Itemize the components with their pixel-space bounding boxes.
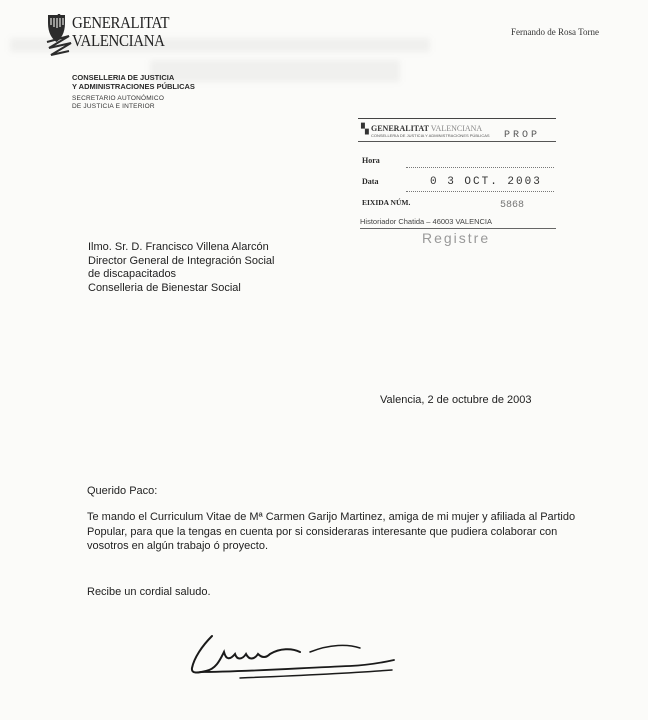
- stamp-historiador: Historiador Chatida – 46003 VALENCIA: [360, 217, 556, 229]
- stamp-org-sub: CONSELLERIA DE JUSTICIA Y ADMINISTRACIONES PÚBLICAS: [371, 133, 490, 138]
- org-name: GENERALITAT VALENCIANA: [72, 13, 170, 50]
- letter-body: Te mando el Curriculum Vitae de Mª Carmen Garijo Martinez, amiga de mi mujer y afiliada al Partido Popular, para que la tengas en cuenta por si consideraras interesante que pudiera colaborar con vosotros en algún trabajo ó proyecto.: [87, 511, 576, 552]
- sender-name: Fernando de Rosa Torne: [511, 27, 599, 37]
- stamp-eixida-number: 5868: [500, 200, 525, 211]
- sub-department: SECRETARIO AUTONÓMICO DE JUSTICIA E INTERIOR: [72, 95, 165, 110]
- letter-greeting: Querido Paco:: [87, 485, 158, 497]
- letter-date: Valencia, 2 de octubre de 2003: [380, 394, 532, 406]
- registry-stamp: [358, 118, 556, 258]
- department-name: CONSELLERIA DE JUSTICIA Y ADMINISTRACIONES PÚBLICAS: [72, 73, 195, 91]
- stamp-divider: [406, 167, 554, 168]
- recipient-address: Ilmo. Sr. D. Francisco Villena Alarcón Director General de Integración Social de discapacitados Conselleria de Bienestar Social: [88, 241, 275, 294]
- stamp-date: 0 3 OCT. 2003: [430, 176, 542, 188]
- stamp-divider: [406, 191, 554, 192]
- letter-closing: Recibe un cordial saludo.: [87, 586, 211, 598]
- stamp-org: GENERALITAT VALENCIANA: [371, 124, 483, 133]
- stamp-registre: Registre: [422, 230, 491, 246]
- stamp-header: [358, 118, 556, 142]
- handwritten-signature: [180, 624, 410, 684]
- stamp-eixida-label: EIXIDA NÚM.: [362, 198, 411, 207]
- stamp-code: PROP: [504, 130, 541, 141]
- stamp-hora-label: Hora: [362, 156, 380, 165]
- stamp-data-label: Data: [362, 177, 379, 186]
- stamp-emblem-icon: ▚: [361, 124, 369, 135]
